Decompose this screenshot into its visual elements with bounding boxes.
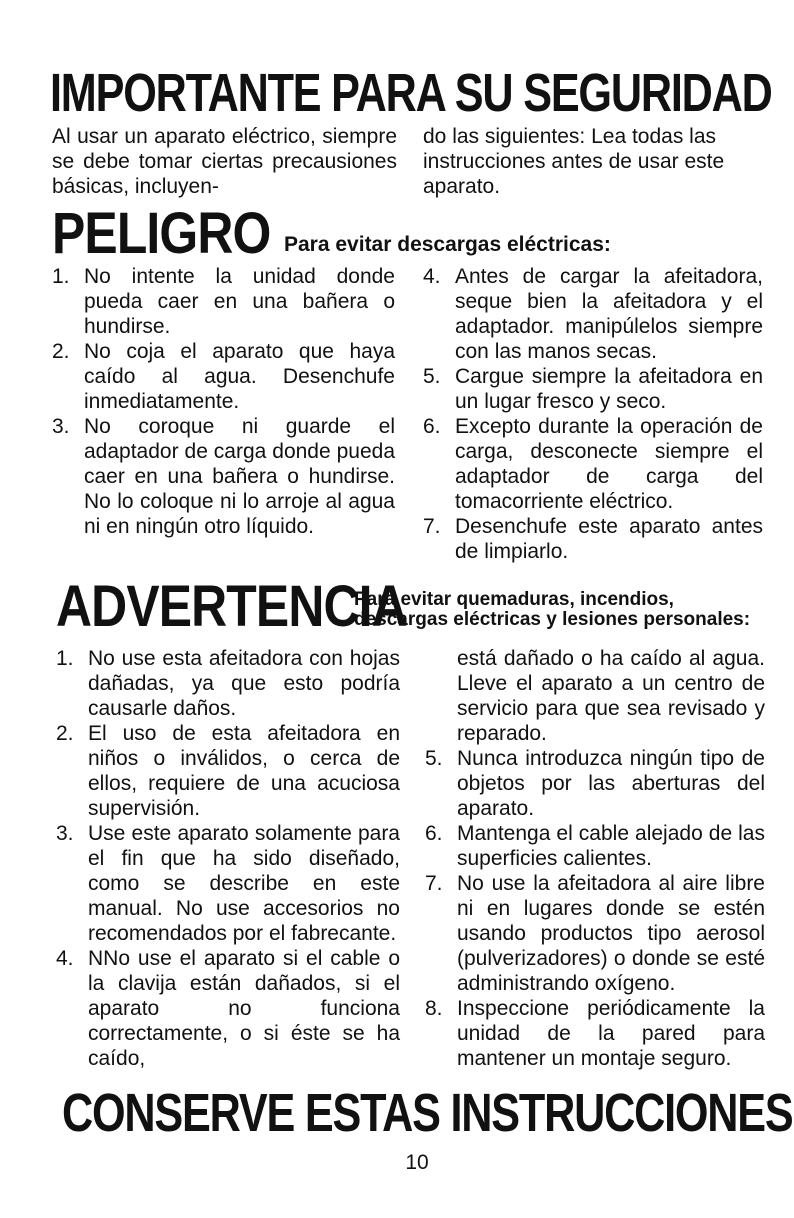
item-number: 7. <box>423 515 441 538</box>
item-text: No coroque ni guarde el adaptador de carga donde pueda caer en una bañera o hundirse. No lo coloque ni lo arroje al agua ni en ningún otro líquido. <box>84 415 395 538</box>
item-text: Nunca introduzca ningún tipo de objetos por las aberturas del aparato. <box>457 747 765 820</box>
list-item <box>56 646 400 721</box>
item-text: Excepto durante la operación de carga, desconecte siempre el adaptador de carga del tomacorriente eléctrico. <box>455 415 763 513</box>
item-text: Antes de cargar la afeitadora, seque bien la afeitadora y el adaptador. manipúlelos siempre con las manos secas. <box>455 265 763 363</box>
item-text: Cargue siempre la afeitadora en un lugar fresco y seco. <box>455 365 763 413</box>
item-text: NNo use el aparato si el cable o la clavija están dañados, si el aparato no funciona correctamente, o si éste se ha caído, <box>88 947 400 1070</box>
item-number: 5. <box>425 747 443 770</box>
item-number: 4. <box>56 947 74 970</box>
advertencia-subheading <box>354 590 750 630</box>
advertencia-heading-row <box>56 574 751 639</box>
list-item <box>425 871 765 996</box>
item-number: 4. <box>423 265 441 288</box>
page-title: IMPORTANTE PARA SU SEGURIDAD <box>50 63 772 123</box>
item-number: 5. <box>423 365 441 388</box>
item-text: El uso de esta afeitadora en niños o inválidos, o cerca de ellos, requiere de una acuciosa supervisión. <box>88 722 400 820</box>
item-text: Mantenga el cable alejado de las superficies calientes. <box>457 822 765 870</box>
list-item <box>56 721 400 821</box>
item-text: No use esta afeitadora con hojas dañadas, ya que esto podría causarle daños. <box>88 647 400 720</box>
item-text: Desenchufe este aparato antes de limpiarlo. <box>455 515 763 563</box>
advertencia-list-right <box>425 646 765 1071</box>
list-item <box>52 339 395 414</box>
peligro-subheading: Para evitar descargas eléctricas: <box>284 233 611 256</box>
footer-title: CONSERVE ESTAS INSTRUCCIONES <box>62 1083 793 1143</box>
item-text: No intente la unidad donde pueda caer en una bañera o hundirse. <box>84 265 395 338</box>
item-number: 6. <box>423 415 441 438</box>
list-item <box>425 996 765 1071</box>
peligro-heading-row <box>52 201 611 266</box>
item-text: Inspeccione periódicamente la unidad de la pared para mantener un montaje seguro. <box>457 997 765 1070</box>
list-item <box>425 746 765 821</box>
list-item <box>423 264 763 364</box>
item-number: 3. <box>56 822 74 845</box>
item-number: 3. <box>52 415 70 438</box>
item-number: 1. <box>52 265 70 288</box>
list-item <box>56 946 400 1071</box>
list-item <box>423 514 763 564</box>
item-text: No coja el aparato que haya caído al agua. Desenchufe inmediatamente. <box>84 340 395 413</box>
item-text: Use este aparato solamente para el fin que ha sido diseñado, como se describe en este manual. No use accesorios no recomendados por el fabrecante. <box>88 822 400 945</box>
advertencia-subheading-line2: descargas eléctricas y lesiones personales: <box>354 609 751 630</box>
peligro-heading: PELIGRO <box>52 201 271 266</box>
list-item <box>56 821 400 946</box>
list-item <box>52 264 395 339</box>
page-number: 10 <box>405 1151 429 1174</box>
item-number: 1. <box>56 647 74 670</box>
item-number: 8. <box>425 997 443 1020</box>
intro-text-right: do las siguientes: Lea todas las instrucciones antes de usar este aparato. <box>423 125 725 198</box>
peligro-list-right <box>423 264 763 564</box>
item-number: 6. <box>425 822 443 845</box>
intro-text-left: Al usar un aparato eléctrico, siempre se debe tomar ciertas precausiones básicas, incluyen- <box>52 125 397 198</box>
item-4-continuation: está dañado o ha caído al agua. Lleve el aparato a un centro de servicio para que sea revisado y reparado. <box>457 647 765 745</box>
item-number: 2. <box>52 340 70 363</box>
item-number: 2. <box>56 722 74 745</box>
list-item <box>423 364 763 414</box>
peligro-list-left <box>52 264 395 539</box>
advertencia-heading: ADVERTENCIA <box>56 574 407 639</box>
advertencia-list-left <box>56 646 400 1071</box>
advertencia-subheading-line1: Para evitar quemaduras, incendios, <box>354 589 674 610</box>
item-number: 7. <box>425 872 443 895</box>
item-text: No use la afeitadora al aire libre ni en lugares donde se estén usando productos tipo aerosol (pulverizadores) o donde se esté administrando oxígeno. <box>457 872 765 995</box>
list-item <box>423 414 763 514</box>
list-item <box>425 821 765 871</box>
list-item <box>52 414 395 539</box>
